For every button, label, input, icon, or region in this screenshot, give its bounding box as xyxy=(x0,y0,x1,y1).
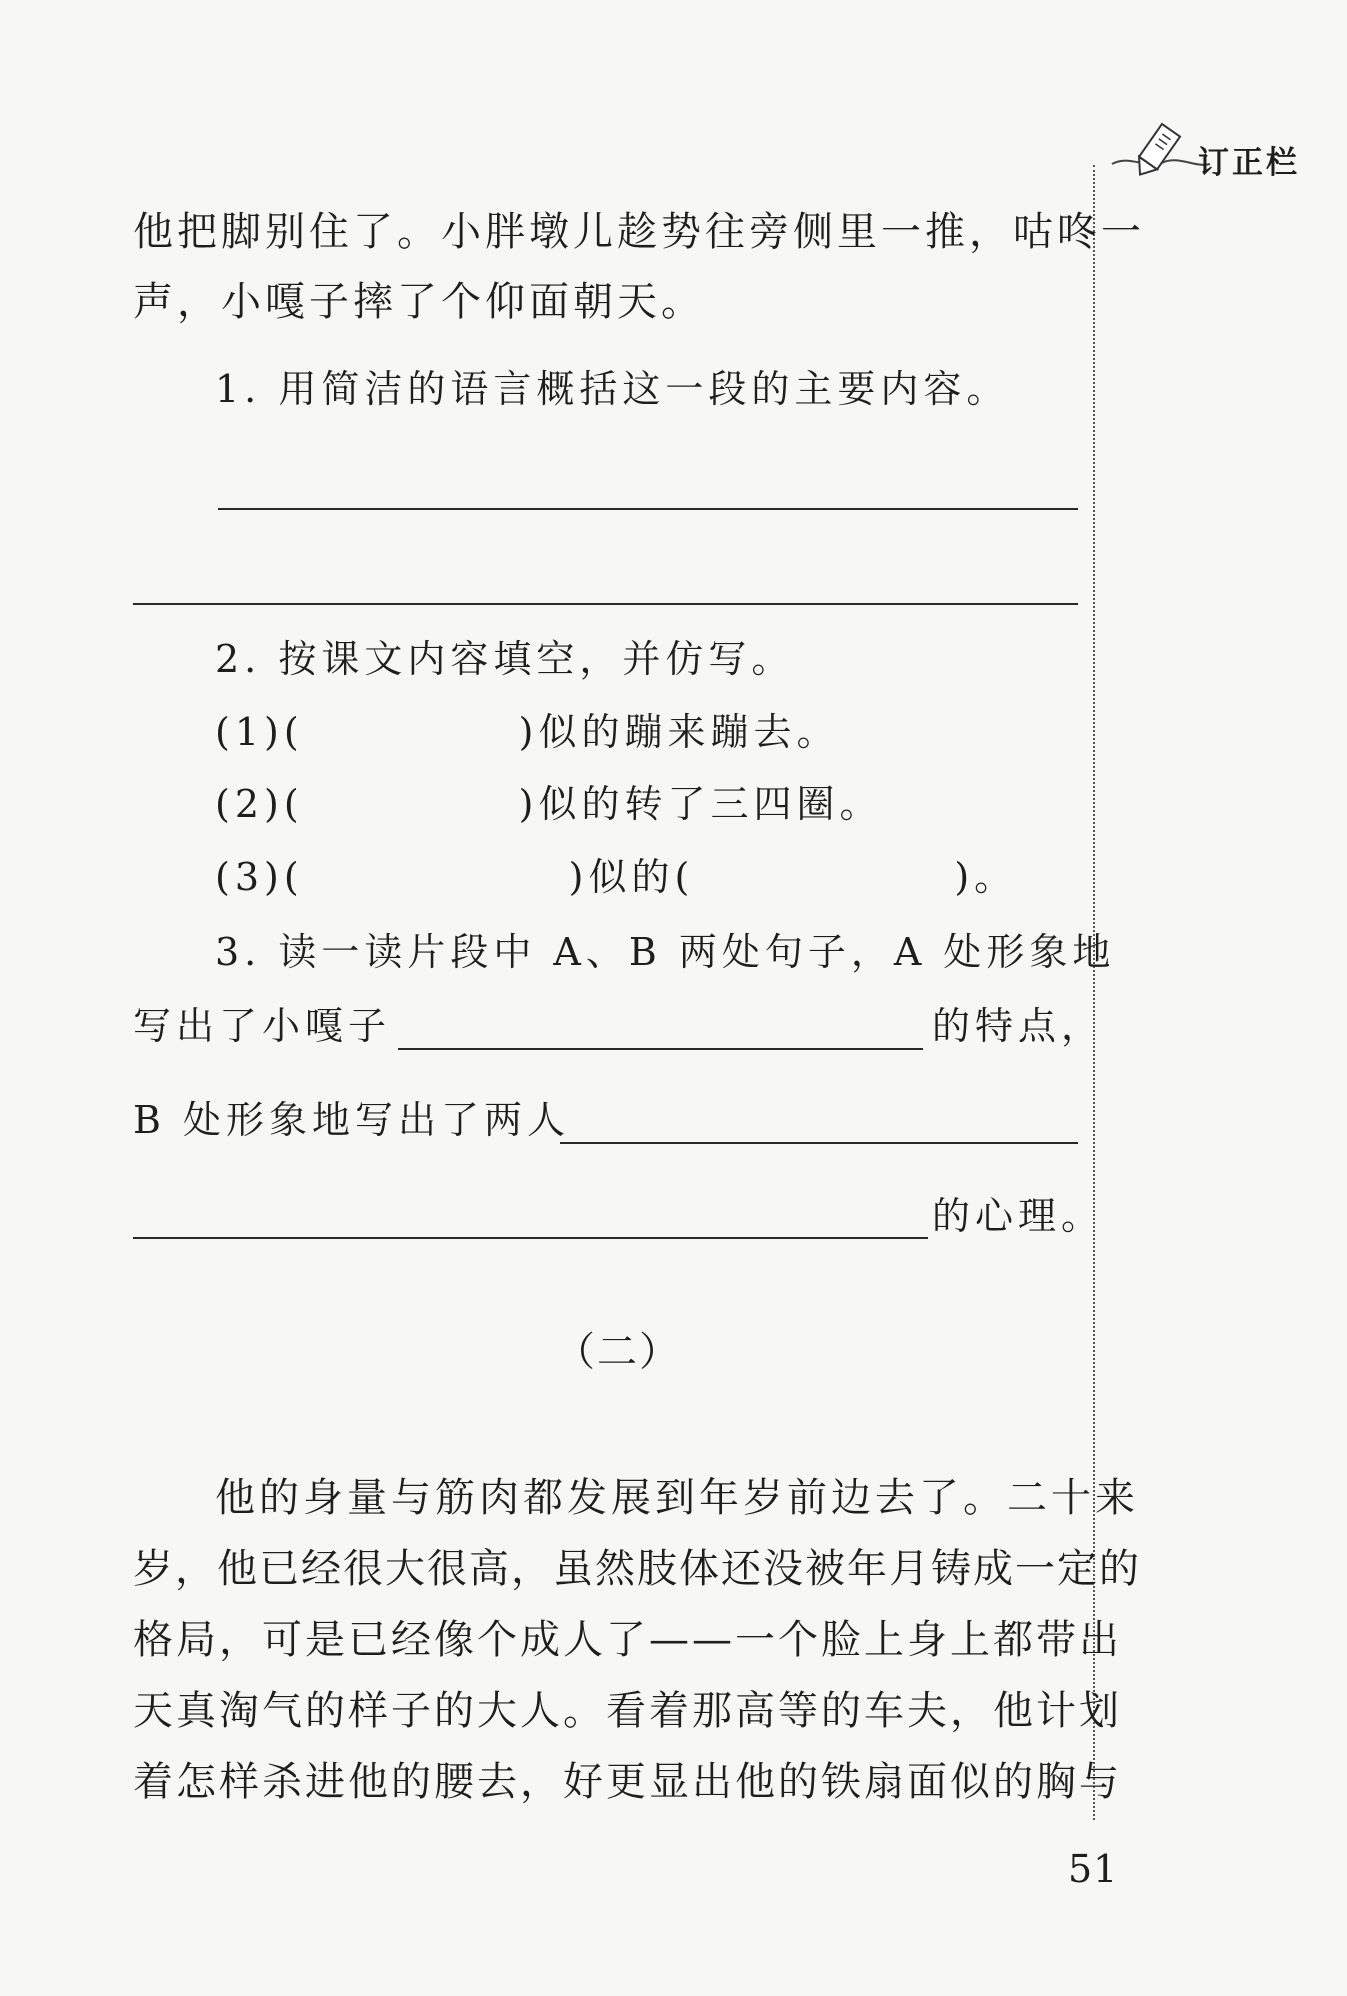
question-2-item-1 xyxy=(215,710,840,754)
answer-line-q3-b2[interactable] xyxy=(133,1237,928,1239)
section-2-line: 着怎样杀进他的腰去，好更显出他的铁扇面似的胸与 xyxy=(133,1759,1122,1805)
question-3-line-2-tail: 的特点， xyxy=(932,1004,1105,1048)
answer-line-q1-2[interactable] xyxy=(133,603,1078,605)
question-2-prompt: 2. 按课文内容填空，并仿写。 xyxy=(215,637,795,681)
item-1-number: (1)( xyxy=(215,710,304,754)
question-2-item-2 xyxy=(215,782,883,826)
answer-line-q1-1[interactable] xyxy=(218,508,1078,510)
item-2-number: (2)( xyxy=(215,782,304,826)
section-2-line: 天真淘气的样子的大人。看着那高等的车夫，他计划 xyxy=(133,1688,1122,1734)
item-3-tail: )。 xyxy=(954,855,1018,899)
passage-line: 他把脚别住了。小胖墩儿趁势往旁侧里一推，咕咚一 xyxy=(133,209,1145,255)
item-1-tail: )似的蹦来蹦去。 xyxy=(518,710,840,754)
section-2-line: 岁，他已经很大很高，虽然肢体还没被年月铸成一定的 xyxy=(133,1546,1141,1592)
page-number: 51 xyxy=(1068,1847,1119,1891)
item-2-tail: )似的转了三四圈。 xyxy=(518,782,883,826)
section-2-line: 他的身量与筋肉都发展到年岁前边去了。二十来 xyxy=(215,1475,1139,1521)
section-2-title: （二） xyxy=(555,1329,681,1375)
item-3-number: (3)( xyxy=(215,855,304,899)
question-3-line-4-tail: 的心理。 xyxy=(932,1194,1105,1238)
item-3-middle: )似的( xyxy=(568,855,695,899)
correction-column-title: 订正栏 xyxy=(1198,145,1300,181)
question-3-line-2-head: 写出了小嘎子 xyxy=(133,1004,392,1048)
answer-line-q3-b1[interactable] xyxy=(560,1142,1078,1144)
section-2-line: 格局，可是已经像个成人了——一个脸上身上都带出 xyxy=(133,1617,1122,1663)
passage-line: 声，小嘎子摔了个仰面朝天。 xyxy=(133,279,705,325)
question-3-line-3-head: B 处形象地写出了两人 xyxy=(133,1098,571,1142)
question-1-prompt: 1. 用简洁的语言概括这一段的主要内容。 xyxy=(215,367,1010,411)
answer-line-q3-a[interactable] xyxy=(398,1048,923,1050)
question-3-line-1: 3. 读一读片段中 A、B 两处句子，A 处形象地 xyxy=(215,930,1116,974)
question-2-item-3 xyxy=(215,855,1018,899)
